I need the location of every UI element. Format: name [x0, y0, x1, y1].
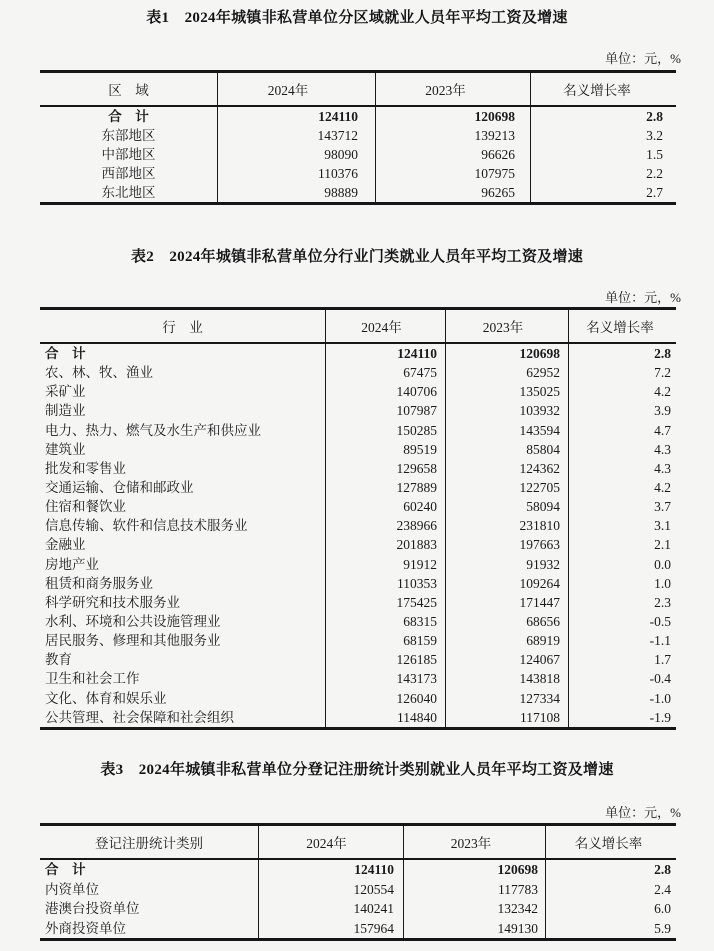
table2-industry-wages	[40, 307, 676, 730]
table3-registration-wages	[40, 823, 676, 941]
cell-growth: 2.3	[568, 593, 676, 612]
table1-region-wages	[40, 70, 676, 205]
row-label: 科学研究和技术服务业	[45, 594, 180, 610]
cell-2024: 107987	[325, 401, 445, 420]
cell-2024: 114840	[325, 708, 445, 727]
cell-2023: 120698	[375, 107, 530, 126]
row-label: 制造业	[45, 403, 86, 419]
cell-growth: 2.2	[530, 164, 676, 183]
table2-header-growth: 名义增长率	[568, 310, 676, 342]
cell-2023: 85804	[445, 440, 568, 459]
table-row	[40, 344, 676, 363]
cell-growth: 3.1	[568, 516, 676, 535]
cell-2024: 124110	[325, 344, 445, 363]
row-label: 东北地区	[101, 185, 156, 200]
row-label: 建筑业	[45, 441, 86, 457]
table-row	[40, 612, 676, 631]
cell-2024: 175425	[325, 593, 445, 612]
cell-2024: 238966	[325, 516, 445, 535]
cell-2023: 91932	[445, 555, 568, 574]
cell-growth: 2.4	[545, 880, 676, 900]
row-label: 文化、体育和娱乐业	[45, 690, 167, 706]
cell-growth: 2.1	[568, 535, 676, 554]
table-row	[40, 593, 676, 612]
cell-growth: 4.3	[568, 459, 676, 478]
cell-growth: 4.7	[568, 421, 676, 440]
cell-2023: 132342	[403, 899, 545, 919]
cell-2023: 62952	[445, 363, 568, 382]
table-row	[40, 669, 676, 688]
cell-2023: 139213	[375, 126, 530, 145]
row-label: 港澳台投资单位	[45, 901, 140, 916]
table-row	[40, 880, 676, 900]
table-row	[40, 535, 676, 554]
cell-2023: 135025	[445, 382, 568, 401]
table-row	[40, 126, 676, 145]
table3-unit-label: 单位：元，%	[605, 805, 681, 820]
row-label: 公共管理、社会保障和社会组织	[45, 709, 234, 725]
cell-growth: 4.2	[568, 478, 676, 497]
table2-header-row	[40, 310, 676, 344]
table-row	[40, 183, 676, 202]
cell-2023: 143594	[445, 421, 568, 440]
cell-2023: 107975	[375, 164, 530, 183]
row-label: 信息传输、软件和信息技术服务业	[45, 518, 248, 534]
table2-title: 表2 2024年城镇非私营单位分行业门类就业人员年平均工资及增速	[130, 249, 584, 265]
cell-growth: 7.2	[568, 363, 676, 382]
cell-growth: 2.8	[545, 860, 676, 880]
row-label: 住宿和餐饮业	[45, 499, 126, 515]
cell-2024: 127889	[325, 478, 445, 497]
cell-2024: 60240	[325, 497, 445, 516]
table3-header-2023: 2023年	[403, 826, 545, 858]
cell-growth: -0.4	[568, 669, 676, 688]
cell-2023: 96265	[375, 183, 530, 202]
cell-2024: 157964	[258, 919, 403, 939]
cell-2023: 122705	[445, 478, 568, 497]
row-label: 合 计	[45, 346, 86, 361]
cell-2024: 68315	[325, 612, 445, 631]
cell-growth: -1.0	[568, 689, 676, 708]
table-row	[40, 440, 676, 459]
table3-body	[40, 860, 676, 938]
cell-2024: 126040	[325, 689, 445, 708]
table1-unit-label: 单位：元，%	[605, 51, 681, 66]
table3-header-growth: 名义增长率	[545, 826, 676, 858]
table2-header-2024: 2024年	[325, 310, 445, 342]
cell-2023: 149130	[403, 919, 545, 939]
table-row	[40, 708, 676, 727]
cell-2024: 124110	[217, 107, 375, 126]
cell-2023: 171447	[445, 593, 568, 612]
row-label: 卫生和社会工作	[45, 671, 140, 687]
cell-2024: 98090	[217, 145, 375, 164]
table-row	[40, 164, 676, 183]
table-row	[40, 382, 676, 401]
table3-title: 表3 2024年城镇非私营单位分登记注册统计类别就业人员年平均工资及增速	[100, 762, 614, 778]
row-label: 教育	[45, 652, 72, 668]
table-row	[40, 574, 676, 593]
table-row	[40, 516, 676, 535]
cell-2023: 143818	[445, 669, 568, 688]
cell-growth: 1.7	[568, 650, 676, 669]
table-row	[40, 497, 676, 516]
cell-growth: 1.0	[568, 574, 676, 593]
cell-2023: 120698	[445, 344, 568, 363]
cell-2023: 124362	[445, 459, 568, 478]
cell-2024: 110353	[325, 574, 445, 593]
cell-2024: 110376	[217, 164, 375, 183]
table3-header-2024: 2024年	[258, 826, 403, 858]
table3-header-row	[40, 826, 676, 860]
cell-growth: 2.8	[530, 107, 676, 126]
cell-2024: 143173	[325, 669, 445, 688]
table-row	[40, 478, 676, 497]
cell-growth: 2.8	[568, 344, 676, 363]
cell-2024: 124110	[258, 860, 403, 880]
row-label: 西部地区	[101, 166, 156, 181]
cell-growth: 6.0	[545, 899, 676, 919]
table1-body	[40, 107, 676, 202]
cell-growth: 2.7	[530, 183, 676, 202]
table1-title: 表1 2024年城镇非私营单位分区域就业人员年平均工资及增速	[146, 10, 568, 26]
cell-2023: 96626	[375, 145, 530, 164]
table2-body	[40, 344, 676, 727]
table1-header-row	[40, 73, 676, 107]
row-label: 外商投资单位	[45, 920, 126, 936]
row-label: 合 计	[45, 862, 86, 877]
cell-2023: 124067	[445, 650, 568, 669]
cell-2023: 68919	[445, 631, 568, 650]
cell-2023: 197663	[445, 535, 568, 554]
cell-growth: -1.9	[568, 708, 676, 727]
table-row	[40, 919, 676, 939]
table3-header-category: 登记注册统计类别	[95, 836, 203, 851]
cell-2024: 129658	[325, 459, 445, 478]
cell-growth: 4.3	[568, 440, 676, 459]
row-label: 批发和零售业	[45, 460, 126, 476]
table2-header-industry: 行 业	[162, 320, 203, 335]
cell-2024: 89519	[325, 440, 445, 459]
table2-unit-label: 单位：元，%	[605, 290, 681, 305]
row-label: 租赁和商务服务业	[45, 575, 153, 591]
row-label: 采矿业	[45, 384, 86, 400]
cell-2024: 143712	[217, 126, 375, 145]
row-label: 内资单位	[45, 881, 99, 897]
table-row	[40, 401, 676, 420]
cell-2024: 126185	[325, 650, 445, 669]
table-row	[40, 145, 676, 164]
table-row	[40, 860, 676, 880]
cell-2024: 140241	[258, 899, 403, 919]
row-label: 居民服务、修理和其他服务业	[45, 633, 221, 649]
row-label: 金融业	[45, 537, 86, 553]
table-row	[40, 459, 676, 478]
table-row	[40, 650, 676, 669]
table1-header-growth: 名义增长率	[530, 73, 676, 105]
cell-2024: 140706	[325, 382, 445, 401]
cell-growth: 3.7	[568, 497, 676, 516]
cell-2024: 91912	[325, 555, 445, 574]
table-row	[40, 421, 676, 440]
cell-growth: 0.0	[568, 555, 676, 574]
row-label: 中部地区	[101, 147, 156, 162]
table1-header-region: 区 域	[108, 83, 149, 98]
row-label: 房地产业	[45, 556, 99, 572]
cell-2023: 68656	[445, 612, 568, 631]
row-label: 交通运输、仓储和邮政业	[45, 479, 194, 495]
cell-2023: 120698	[403, 860, 545, 880]
table-row	[40, 689, 676, 708]
cell-2024: 98889	[217, 183, 375, 202]
cell-2023: 231810	[445, 516, 568, 535]
cell-2024: 201883	[325, 535, 445, 554]
cell-2023: 103932	[445, 401, 568, 420]
row-label: 农、林、牧、渔业	[45, 365, 153, 381]
cell-growth: -0.5	[568, 612, 676, 631]
table2-header-2023: 2023年	[445, 310, 568, 342]
table-row	[40, 899, 676, 919]
cell-2024: 150285	[325, 421, 445, 440]
table-row	[40, 107, 676, 126]
cell-2024: 120554	[258, 880, 403, 900]
cell-growth: 1.5	[530, 145, 676, 164]
cell-growth: 5.9	[545, 919, 676, 939]
cell-2023: 58094	[445, 497, 568, 516]
cell-2024: 68159	[325, 631, 445, 650]
row-label: 水利、环境和公共设施管理业	[45, 613, 221, 629]
cell-growth: 4.2	[568, 382, 676, 401]
cell-2023: 117783	[403, 880, 545, 900]
cell-2023: 127334	[445, 689, 568, 708]
cell-growth: -1.1	[568, 631, 676, 650]
cell-2023: 117108	[445, 708, 568, 727]
table1-header-2024: 2024年	[217, 73, 375, 105]
table-row	[40, 363, 676, 382]
cell-2023: 109264	[445, 574, 568, 593]
table-row	[40, 555, 676, 574]
row-label: 东部地区	[101, 128, 156, 143]
table1-header-2023: 2023年	[375, 73, 530, 105]
cell-growth: 3.9	[568, 401, 676, 420]
row-label: 电力、热力、燃气及水生产和供应业	[45, 422, 261, 438]
cell-growth: 3.2	[530, 126, 676, 145]
row-label: 合 计	[108, 109, 149, 124]
cell-2024: 67475	[325, 363, 445, 382]
table-row	[40, 631, 676, 650]
